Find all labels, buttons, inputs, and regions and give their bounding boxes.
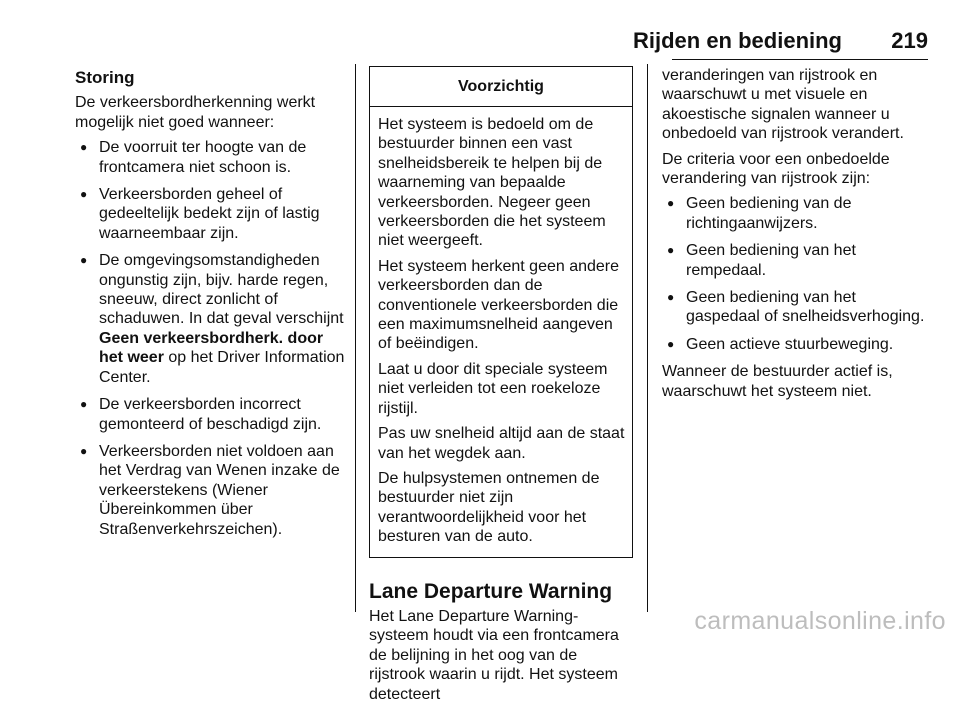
column-3 <box>662 66 928 407</box>
list-item: ● Geen actieve stuurbeweging. <box>662 335 928 354</box>
caution-title: Voorzichtig <box>370 67 632 107</box>
column-divider <box>647 64 648 612</box>
paragraph: veranderingen van rijstrook en waarschuwt u met visuele en akoestische signalen wanneer u onbedoeld van rijstrook verandert. <box>662 67 904 143</box>
paragraph: Het Lane Departure Warning-systeem houdt via een frontcamera de belijning in het oog van de rijstrook waarin u rijdt. Het systeem detecteert <box>369 607 619 703</box>
list-item-text: op het Driver Information Center. <box>99 349 345 386</box>
list-item: ● Verkeersborden niet voldoen aan het Verdrag van Wenen inzake de verkeerstekens (Wiener Übereinkommen über Straßenverkehrszeichen). <box>75 442 345 539</box>
list-item: ● Geen bediening van het gaspedaal of snelheidsverhoging. <box>662 288 928 327</box>
column-divider <box>355 64 356 612</box>
bullet-list <box>75 138 345 539</box>
bullet-list <box>662 194 928 354</box>
section-title: Rijden en bediening <box>632 28 842 53</box>
section-heading-lane-departure: Lane Departure Warning <box>369 579 613 603</box>
caution-paragraph: Pas uw snelheid altijd aan de staat van het wegdek aan. <box>378 425 625 462</box>
caution-paragraph: Laat u door dit speciale systeem niet verleiden tot een roekeloze rijstijl. <box>378 360 608 417</box>
caution-box <box>369 66 633 558</box>
column-2 <box>369 66 633 710</box>
list-item: ● Geen bediening van het rempedaal. <box>662 241 928 280</box>
list-item <box>75 251 345 387</box>
watermark: carmanualsonline.info <box>694 607 946 635</box>
page-number: 219 <box>891 28 928 53</box>
page-header <box>632 24 928 54</box>
list-item: ● De voorruit ter hoogte van de frontcamera niet schoon is. <box>75 138 345 177</box>
paragraph: De verkeersbordherkenning werkt mogelijk niet goed wanneer: <box>75 94 316 131</box>
header-rule <box>672 59 928 60</box>
list-item: ● Verkeersborden geheel of gedeeltelijk bedekt zijn of lastig waarneembaar zijn. <box>75 185 345 243</box>
caution-paragraph: Het systeem herkent geen andere verkeersborden dan de conventionele verkeersborden die een maximumsnelheid aangeven of beëindigen. <box>378 257 620 353</box>
caution-paragraph: Het systeem is bedoeld om de bestuurder binnen een vast snelheidsbereik te helpen bij de waarneming van bepaalde verkeersborden. Negeer geen verkeersborden die het systeem niet weergeeft. <box>378 116 606 250</box>
subheading-storing: Storing <box>75 68 135 87</box>
paragraph: Wanneer de bestuurder actief is, waarschuwt het systeem niet. <box>662 363 893 400</box>
column-1 <box>75 68 345 547</box>
caution-paragraph: De hulpsystemen ontnemen de bestuurder niet zijn verantwoordelijkheid voor het besturen van de auto. <box>378 469 600 546</box>
list-item: ● De verkeersborden incorrect gemonteerd of beschadigd zijn. <box>75 395 345 434</box>
caution-body <box>370 107 632 557</box>
paragraph: De criteria voor een onbedoelde verandering van rijstrook zijn: <box>662 150 890 188</box>
display-message: Geen verkeersbordherk. door het weer <box>99 329 324 367</box>
list-item-text: De omgevingsomstandigheden ongunstig zijn, bijv. harde regen, sneeuw, direct zonlicht of schaduwen. In dat geval verschijnt <box>99 252 344 328</box>
list-item: ● Geen bediening van de richtingaanwijzers. <box>662 194 928 233</box>
